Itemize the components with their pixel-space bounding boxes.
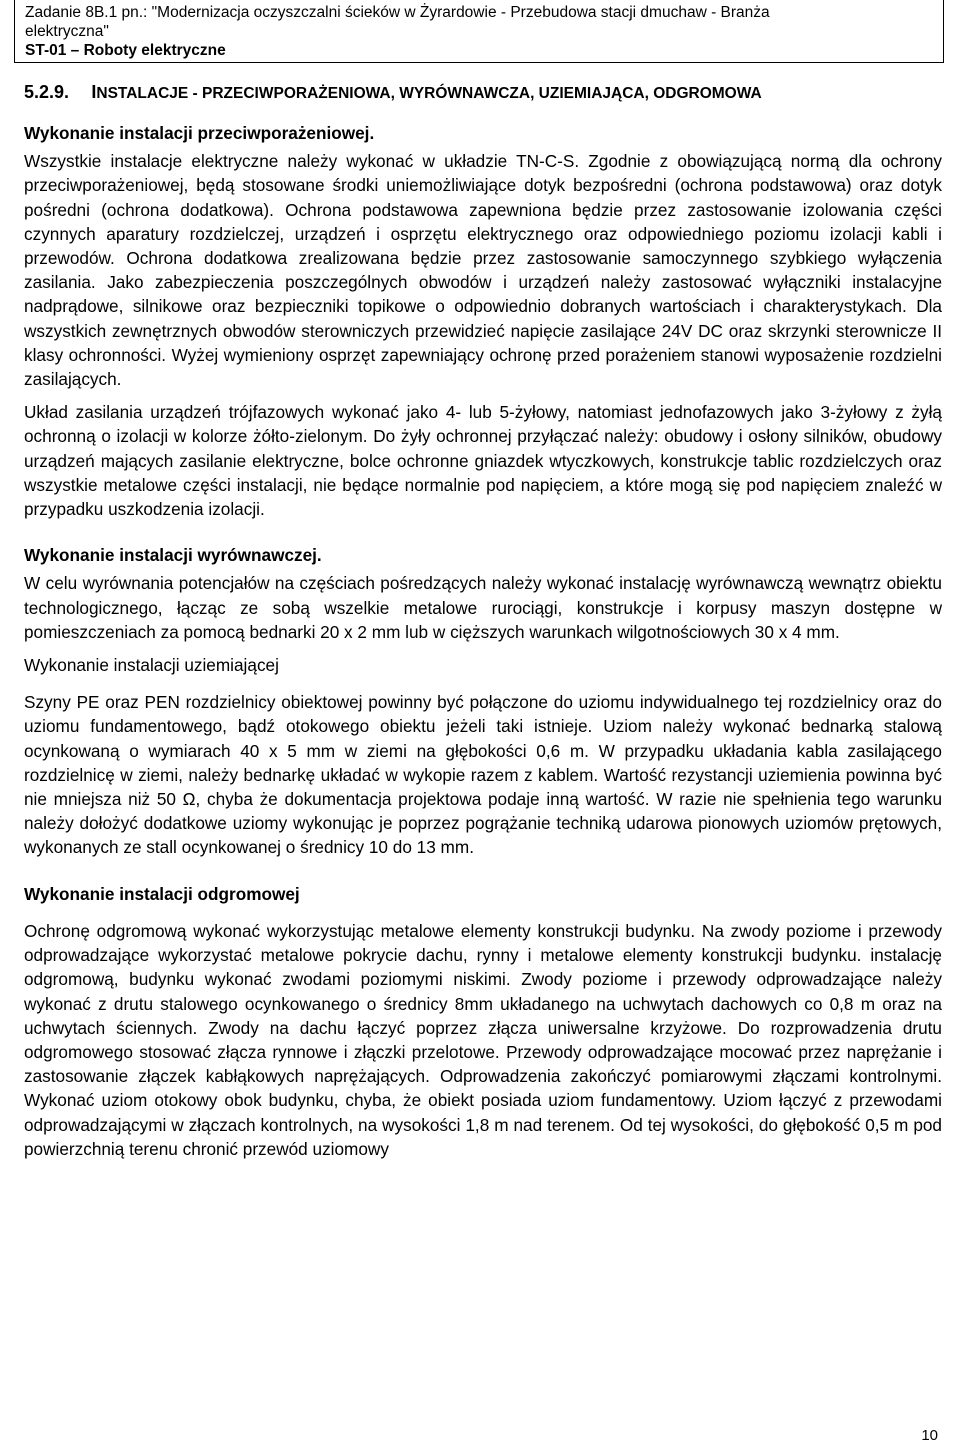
shock-protection-heading: Wykonanie instalacji przeciwporażeniowej.	[24, 123, 375, 143]
equipotential-paragraph: W celu wyrównania potencjałów na częściach pośredzących należy wykonać instalację wyrównawczą wewnątrz obiektu technologicznego, łącząc ze sobą wszelkie metalowe rurociągi, konstrukcje i korpusy maszyn dostępne w pomieszczeniach za pomocą bednarki 20 x 2 mm lub w cięższych warunkach wilgotnościowych 30 x 4 mm.	[24, 573, 942, 642]
shock-protection-paragraph-2: Układ zasilania urządzeń trójfazowych wykonać jako 4- lub 5-żyłowy, natomiast jednofazowych jako 3-żyłowy z żyłą ochronną o izolacji w kolorze żółto-zielonym. Do żyły ochronnej przyłączać należy: obudowy i osłony silników, obudowy urządzeń mających zasilanie elektryczne, bolce ochronne gniazdek wtyczkowych, konstrukcje tablic rozdzielczych oraz wszystkie metalowe części instalacji, nie będące normalnie pod napięciem, a które mogą się pod napięciem znaleźć w przypadku uszkodzenia izolacji.	[24, 402, 942, 520]
equipotential-heading: Wykonanie instalacji wyrównawczej.	[24, 545, 322, 566]
page-number: 10	[921, 1427, 938, 1444]
shock-protection-paragraph-1: Wszystkie instalacje elektryczne należy wykonać w układzie TN-C-S. Zgodnie z obowiązującą normą dla ochrony przeciwporażeniowej, będą stosowane środki uniemożliwiające dotyk bezpośredni (ochrona podstawowa) oraz dotyk pośredni (ochrona dodatkowa). Ochrona podstawowa zapewniona będzie przez zastosowanie izolowania części czynnych aparatury rozdzielczej, urządzeń i osprzętu elektrycznego oraz odpowiedniego poziomu izolacji kabli i przewodów. Ochrona dodatkowa zrealizowana będzie przez zastosowanie samoczynnego szybkiego wyłączenia zasilania. Jako zabezpieczenia poszczególnych obwodów i urządzeń należy zastosować wyłączniki instalacyjne nadprądowe, silnikowe oraz bezpieczniki topikowe o odpowiednio dobranych wartościach i charakterystykach. Dla wszystkich zewnętrznych obwodów sterowniczych przewidzieć napięcie zasilające 24V DC oraz skrzynki sterownicze II klasy ochronności. Wyżej wymieniony osprzęt zapewniający ochronę przed porażeniem stanowi wyposażenie rozdzielni zasilających.	[24, 151, 942, 390]
section-number: 5.2.9.	[24, 82, 70, 102]
document-header	[14, 0, 944, 63]
section-title: NSTALACJE - PRZECIWPORAŻENIOWA, WYRÓWNAWCZA, UZIEMIAJĄCA, ODGROMOWA	[96, 85, 762, 102]
section-heading	[24, 82, 762, 103]
document-body	[24, 121, 942, 1161]
header-line-1: Zadanie 8B.1 pn.: "Modernizacja oczyszczalni ścieków w Żyrardowie - Przebudowa stacji dmuchaw - Branża	[25, 4, 770, 21]
section-title-initial: I	[91, 82, 97, 102]
grounding-heading: Wykonanie instalacji uziemiającej	[24, 655, 279, 676]
header-line-3: ST-01 – Roboty elektryczne	[25, 42, 226, 59]
header-line-2: elektryczna"	[25, 23, 109, 40]
grounding-paragraph: Szyny PE oraz PEN rozdzielnicy obiektowej powinny być połączone do uziomu indywidualnego tej rozdzielnicy oraz do uziomu fundamentowego, bądź otokowego obiektu jeżeli taki istnieje. Uziom należy wykonać bednarką stalową ocynkowaną o wymiarach 40 x 5 mm w ziemi na głębokości 0,6 m. W przypadku układania kabla zasilającego rozdzielnicę w ziemi, należy bednarkę układać w wykopie razem z kablem. Wartość rezystancji uziemienia powinna być nie mniejsza niż 50 Ω, chyba że dokumentacja projektowa podaje inną wartość. W razie nie spełnienia tego warunku należy dołożyć dodatkowe uziomy wykonując je poprzez pogrążanie techniką udarowa pionowych uziomów prętowych, wykonanych ze stall ocynkowanej o średnicy 10 do 13 mm.	[24, 692, 942, 858]
lightning-paragraph: Ochronę odgromową wykonać wykorzystując metalowe elementy konstrukcji budynku. Na zwody poziome i przewody odprowadzające wykorzystać metalowe pokrycie dachu, rynny i metalowe elementy konstrukcji budynku. instalację odgromową, budynku wykonać zwodami poziomymi niskimi. Zwody poziome i przewody odprowadzające należy wykonać z drutu stalowego ocynkowanego o średnicy 8mm układanego na uchwytach dachowych co 0,8 m oraz na uchwytach ściennych. Zwody na dachu łączyć poprzez złącza uniwersalne krzyżowe. Do rozprowadzenia drutu odgromowego stosować złącza rynnowe i złączki przelotowe. Przewody odprowadzające mocować przez naprężanie i zastosowanie złączek kabłąkowych naprężających. Odprowadzenia zakończyć pomiarowymi złączami kontrolnymi. Wykonać uziom otokowy obok budynku, chyba, że obiekt posiada uziom fundamentowy. Uziom łączyć z przewodami odprowadzającymi w złączach kontrolnych, na wysokości 1,8 m nad terenem. Od tej wysokości, do głębokość 0,5 m pod powierzchnią terenu chronić przewód uziomowy	[24, 920, 942, 1159]
lightning-heading: Wykonanie instalacji odgromowej	[24, 883, 300, 904]
